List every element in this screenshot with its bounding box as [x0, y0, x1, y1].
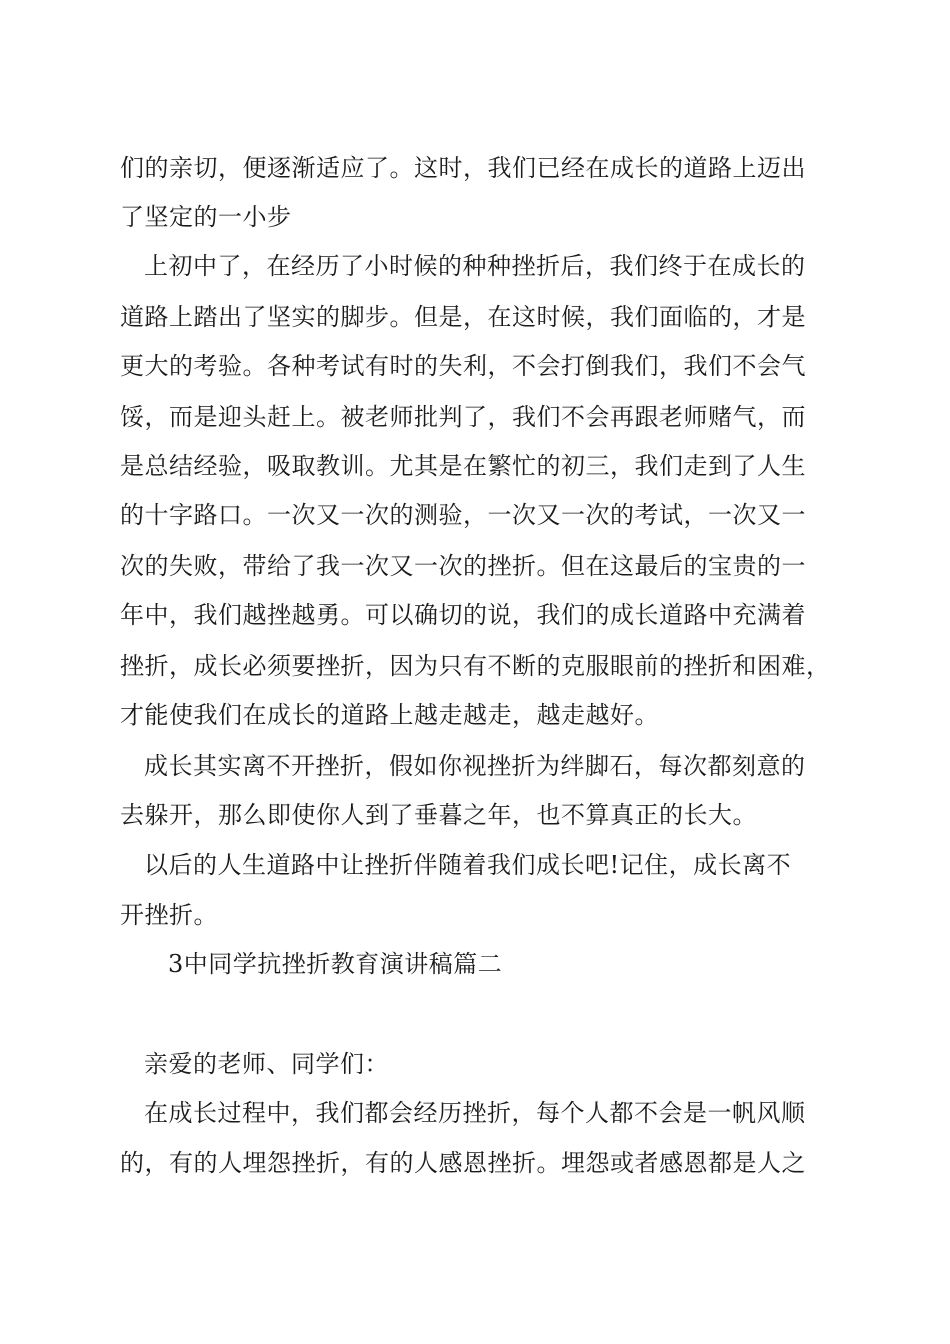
- text-line-20: 的，有的人埋怨挫折，有的人感恩挫折。埋怨或者感恩都是人之: [120, 1149, 806, 1177]
- text-line-2: 了坚定的一小步: [120, 203, 292, 231]
- text-line-12: 才能使我们在成长的道路上越走越走，越走越好。: [120, 701, 659, 729]
- paragraph-start-line: 上初中了，在经历了小时候的种种挫折后，我们终于在成长的: [144, 252, 806, 280]
- text-line-11: 挫折，成长必须要挫折，因为只有不断的克服眼前的挫折和困难，: [120, 652, 831, 680]
- salutation-line: 亲爱的老师、同学们：: [144, 1050, 389, 1078]
- text-line-14: 去躲开，那么即使你人到了垂暮之年，也不算真正的长大。: [120, 801, 757, 829]
- text-line-8: 的十字路口。一次又一次的测验，一次又一次的考试，一次又一: [120, 501, 806, 529]
- paragraph-start-line: 成长其实离不开挫折，假如你视挫折为绊脚石，每次都刻意的: [144, 752, 806, 780]
- text-line-9: 次的失败，带给了我一次又一次的挫折。但在这最后的宝贵的一: [120, 552, 806, 580]
- text-line-7: 是总结经验，吸取教训。尤其是在繁忙的初三，我们走到了人生: [120, 452, 806, 480]
- text-line-16: 开挫折。: [120, 901, 218, 929]
- paragraph-start-line: 以后的人生道路中让挫折伴随着我们成长吧!记住，成长离不: [144, 851, 792, 879]
- text-line-5: 更大的考验。各种考试有时的失利，不会打倒我们，我们不会气: [120, 352, 806, 380]
- section-heading: 3中同学抗挫折教育演讲稿篇二: [168, 950, 503, 978]
- text-line-6: 馁，而是迎头赶上。被老师批判了，我们不会再跟老师赌气，而: [120, 403, 806, 431]
- paragraph-start-line: 在成长过程中，我们都会经历挫折，每个人都不会是一帆风顺: [144, 1099, 806, 1127]
- text-line-10: 年中，我们越挫越勇。可以确切的说，我们的成长道路中充满着: [120, 601, 806, 629]
- text-line-1: 们的亲切，便逐渐适应了。这时，我们已经在成长的道路上迈出: [120, 154, 806, 182]
- text-line-4: 道路上踏出了坚实的脚步。但是，在这时候，我们面临的，才是: [120, 303, 806, 331]
